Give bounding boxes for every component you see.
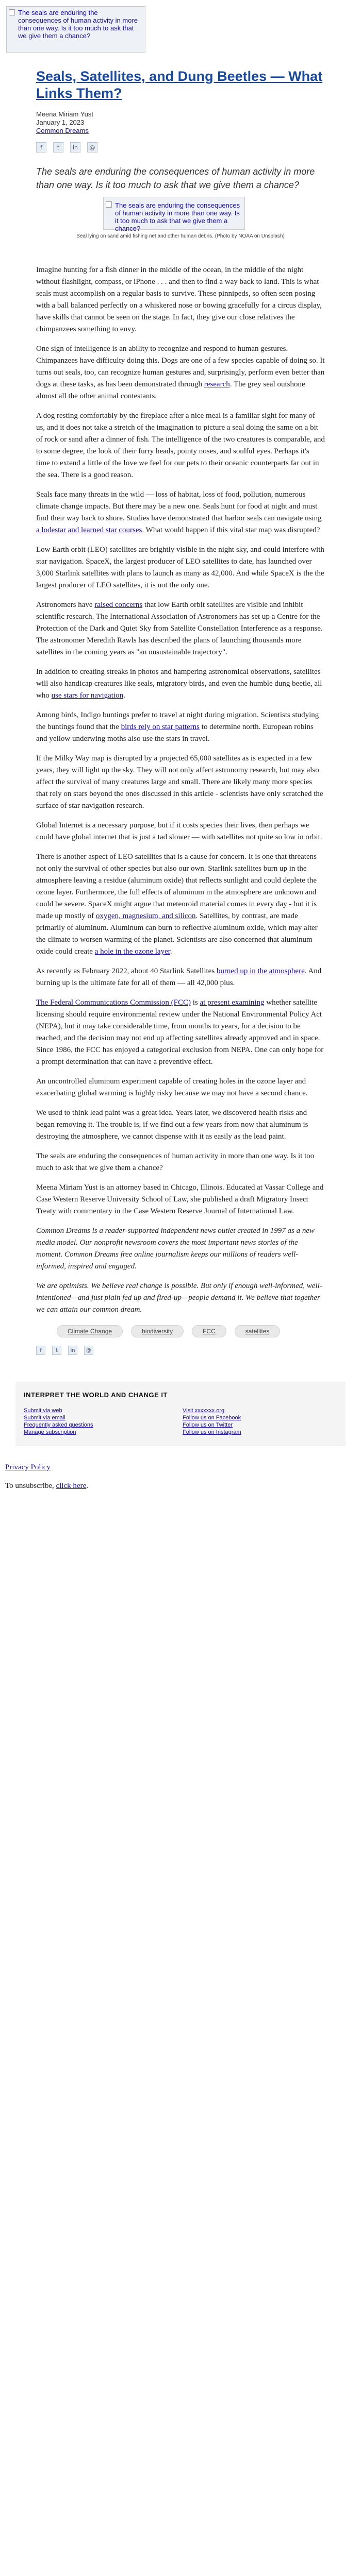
bottom-links (5, 1462, 361, 1492)
email-icon[interactable]: @ (87, 142, 97, 152)
paragraph: A dog resting comfortably by the fireplace after a nice meal is a familiar sight for many of us, and it does not take a stretch of the imagination to picture a seal doing the same on a bit of rock or sand after a dinner of fish. The intelligence of the two creatures is comparable, and to some degree, the look of their furry heads, pointy noses, and soulful eyes. Perhaps it's time to extend a little of the love we feel for our pets to their oceanic counterparts far out in the sea. There is a good reason. (36, 412, 325, 479)
paragraph: If the Milky Way map is disrupted by a projected 65,000 satellites as is expected in a few years, they will light up the sky. They will not only affect astronomy research, but may also affect the survival of many creatures large and small. There are likely many more species that rely on stars beyond the ones discussed in this article - scientists have only scratched the surface of star navigation research. (36, 754, 323, 810)
tag-satellites[interactable]: satellites (235, 1325, 281, 1337)
footer (15, 1382, 346, 1446)
fcc-examining-link[interactable]: at present examining (200, 998, 265, 1007)
paragraph: Among birds, Indigo buntings prefer to travel at night during migration. Scientists studying the buntings found that the birds rely on star patterns to determine north. European robins and yellow underwing moths also use the stars in travel. (36, 711, 319, 743)
twitter-icon[interactable]: t (53, 142, 63, 152)
paragraph: Seals face many threats in the wild — loss of habitat, loss of food, pollution, numerous climate change impacts. But there may be a new one. Seals hunt for food at night and must find their way back to shore. Studies have demonstrated that harbor seals can navigate using a lodestar and learned star courses. What would happen if this vital star map was disrupted? (36, 490, 322, 534)
broken-image-icon (9, 9, 15, 15)
header-image (6, 6, 145, 53)
burned-up-link[interactable]: burned up in the atmosphere (216, 967, 305, 975)
tag-biodiversity[interactable]: biodiversity (131, 1325, 184, 1337)
publish-date: January 1, 2023 (36, 118, 85, 126)
submit-email-link[interactable]: Submit via email (24, 1415, 65, 1421)
ozone-hole-link[interactable]: a hole in the ozone layer (94, 947, 170, 956)
unsubscribe-line: To unsubscribe, click here. (5, 1482, 88, 1490)
fcc-link[interactable]: The Federal Communications Commission (FCC) (36, 998, 191, 1007)
privacy-policy-link[interactable]: Privacy Policy (5, 1463, 51, 1471)
facebook-icon[interactable]: f (36, 142, 46, 152)
paragraph: In addition to creating streaks in photos and hampering astronomical observations, satellites will also handicap creatures like seals, migratory birds, and even the humble dung beetle, all who use stars for navigation. (36, 668, 322, 700)
paragraph: As recently as February 2022, about 40 Starlink Satellites burned up in the atmosphere. And burning up is the ultimate fate for all of them — all 42,000 plus. (36, 967, 322, 987)
footer-left-links (24, 1407, 93, 1436)
submit-web-link[interactable]: Submit via web (24, 1408, 62, 1414)
publisher-mission: We are optimists. We believe real change is possible. But only if enough well-informed, well-intentioned—and just plain fed up and fired-up—people demand it. We believe that together we can attain our common dream. (36, 1282, 322, 1314)
source-link[interactable]: Common Dreams (36, 127, 89, 134)
paragraph: One sign of intelligence is an ability to recognize and respond to human gestures. Chimpanzees have difficulty doing this. Dogs are one of a few species capable of doing so. It turns out seals, too, can recognize human gestures and, surprisingly, perform even better than dogs at these tasks, as has been demonstrated through research. The grey seal outshone almost all the other animal contestants. (36, 345, 325, 400)
linkedin-icon[interactable]: in (70, 142, 80, 152)
paragraph: Global Internet is a necessary purpose, but if it costs species their lives, then perhaps we could have global internet that is just a tad slower — with satellites not quite so low in orbit. (36, 821, 322, 841)
paragraph: The seals are enduring the consequences of human activity in more than one way. Is it too much to ask that we give them a chance? (36, 1152, 315, 1172)
lodestar-link[interactable]: a lodestar and learned star courses (36, 526, 142, 534)
instagram-link[interactable]: Follow us on Instagram (183, 1429, 241, 1435)
faq-link[interactable]: Frequently asked questions (24, 1422, 93, 1428)
article (36, 68, 325, 1355)
share-bar-bottom (36, 1346, 325, 1355)
article-figure (103, 197, 245, 230)
linkedin-icon[interactable]: in (68, 1346, 77, 1355)
meteoroid-composition-link[interactable]: oxygen, magnesium, and silicon (95, 912, 196, 920)
header-image-alt: The seals are enduring the consequences of human activity in more than one way. Is it too much to ask that we give them a chance? (18, 9, 138, 40)
article-body (36, 264, 325, 1316)
star-patterns-link[interactable]: birds rely on star patterns (121, 723, 200, 731)
share-bar (36, 142, 325, 152)
footer-right-links (183, 1407, 337, 1436)
paragraph: Astronomers have raised concerns that low Earth orbit satellites are visible and inhibit scientific research. The International Association of Astronomers has set up a Centre for the Protection of the Dark and Quiet Sky from Satellite Constellation Interference as a response. The astronomer Meredith Rawls has described the plans of launching thousands more satellites in the coming years as "an unsustainable trajectory". (36, 601, 323, 656)
paragraph: The Federal Communications Commission (FCC) is at present examining whether satellite licensing should require environmental review under the National Environmental Policy Act (NEPA), but it may take considerable time, from months to years, for a decision to be reached, and the decision may not end up affecting satellites already approved and in space. Since 1986, the FCC has enjoyed a categorical exclusion from NEPA. One can only hope for a prompt determination that can have a preventive effect. (36, 998, 324, 1066)
manage-subscription-link[interactable]: Manage subscription (24, 1429, 76, 1435)
paragraph: Imagine hunting for a fish dinner in the middle of the ocean, in the middle of the night without flashlight, compass, or iPhone . . . and then to find a way back to land. This is what seals must accomplish on a regular basis to survive. These pinnipeds, so often seen posing with a ball balanced perfectly on a whiskered nose or bowing gracefully for a circus display, have skills that cannot be seen on the stage. In fact, they give our close relatives the chimpanzees something to envy. (36, 266, 322, 333)
figure-caption: Seal lying on sand amid fishing net and other human debris. (Photo by NOAA on Unsplash) (76, 233, 285, 239)
raised-concerns-link[interactable]: raised concerns (94, 601, 143, 609)
email-icon[interactable]: @ (84, 1346, 93, 1355)
paragraph: We used to think lead paint was a great idea. Years later, we discovered health risks and began removing it. The trouble is, if we find out a few years from now that aluminum is destroying the atmosphere, we cannot dispense with it as easily as the lead paint. (36, 1109, 308, 1141)
broken-image-icon (106, 201, 112, 208)
twitter-icon[interactable]: t (52, 1346, 61, 1355)
author-bio: Meena Miriam Yust is an attorney based in Chicago, Illinois. Educated at Vassar College and Case Western Reserve University School of Law, she published a draft Migratory Insect Treaty with commentary in the Case Western Reserve Journal of International Law. (36, 1183, 324, 1215)
visit-site-link[interactable]: Visit xxxxxxx.org (183, 1408, 225, 1414)
twitter-link[interactable]: Follow us on Twitter (183, 1422, 233, 1428)
article-title[interactable]: Seals, Satellites, and Dung Beetles — What Links Them? (36, 69, 323, 101)
facebook-icon[interactable]: f (36, 1346, 45, 1355)
tag-list (36, 1325, 325, 1337)
tag-climate-change[interactable]: Climate Change (57, 1325, 123, 1337)
unsubscribe-link[interactable]: click here (56, 1482, 87, 1490)
publisher-note: Common Dreams is a reader-supported independent news outlet created in 1997 as a new media model. Our nonprofit newsroom covers the most important news stories of the moment. Common Dreams free online journalism keeps our millions of readers well-informed, inspired and engaged. (36, 1227, 315, 1270)
tag-fcc[interactable]: FCC (192, 1325, 226, 1337)
footer-heading: INTERPRET THE WORLD AND CHANGE IT (24, 1391, 168, 1399)
paragraph: Low Earth orbit (LEO) satellites are brightly visible in the night sky, and could interfere with star navigation. SpaceX, the largest producer of LEO satellites to date, has launched over 3,000 Starlink satellites with plans to launch as many as 42,000. And while SpaceX is the the largest producer of LEO satellites, it is not the only one. (36, 546, 324, 589)
star-navigation-link[interactable]: use stars for navigation (51, 691, 124, 700)
article-lede: The seals are enduring the consequences of human activity in more than one way. Is it too much to ask that we give them a chance? (36, 166, 315, 190)
figure-alt: The seals are enduring the consequences of human activity in more than one way. Is it too much to ask that we give them a chance? (115, 201, 240, 232)
author: Meena Miriam Yust (36, 110, 94, 118)
facebook-link[interactable]: Follow us on Facebook (183, 1415, 241, 1421)
paragraph: There is another aspect of LEO satellites that is a cause for concern. It is one that threatens not only the survival of other species but also our own. Starlink satellites burn up in the atmosphere leaving a residue (aluminum oxide) that reflects sunlight and could deplete the ozone layer. Furthermore, the full effects of aluminum in the atmosphere are unknown and could be severe. SpaceX might argue that meteoroid material comes in every day - but it is made up mostly of oxygen, magnesium, and silicon. Satellites, by contrast, are made primarily of aluminum. Aluminum can burn to reflective aluminum oxide, which may alter the climate to worsen warming of the planet. Scientists are also concerned that aluminum oxide could create a hole in the ozone layer. (36, 853, 318, 956)
paragraph: An uncontrolled aluminum experiment capable of creating holes in the ozone layer and exacerbating global warming is highly risky because we may not have a second chance. (36, 1077, 308, 1097)
research-link[interactable]: research (204, 380, 230, 388)
